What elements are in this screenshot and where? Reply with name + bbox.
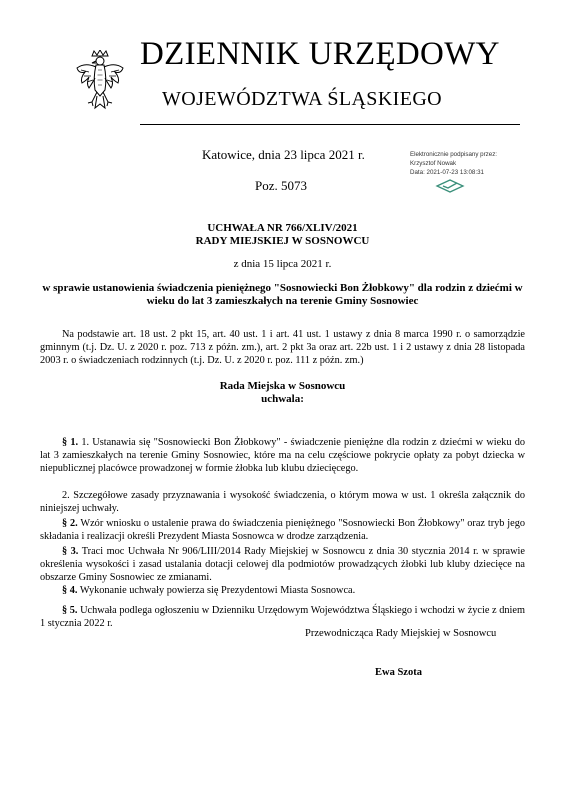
resolution-heading [40, 222, 525, 248]
paragraph-4 [40, 584, 525, 597]
paragraph-5-mark: § 5. [62, 605, 78, 616]
council-resolves: uchwala: [261, 393, 304, 405]
council-name: Rada Miejska w Sosnowcu [219, 380, 346, 392]
journal-subtitle: WOJEWÓDZTWA ŚLĄSKIEGO [162, 88, 443, 110]
paragraph-5-text: Uchwała podlega ogłoszeniu w Dzienniku Urzędowym Województwa Śląskiego i wchodzi w życie z dniem 1 stycznia 2022 r. [40, 605, 525, 630]
resolution-subject: w sprawie ustanowienia świadczenia pieniężnego "Sosnowiecki Bon Żłobkowy" dla rodzin z dziećmi w wieku do lat 3 zamieszkałych na terenie Gminy Sosnowiec [42, 282, 523, 307]
council-statement [40, 380, 525, 406]
signer-name: Krzysztof Nowak [410, 160, 457, 167]
resolution-date: z dnia 15 lipca 2021 r. [233, 258, 332, 270]
paragraph-1 [40, 436, 525, 476]
signature-date: Data: 2021-07-23 13:08:31 [410, 169, 484, 176]
paragraph-1-text: 1. Ustanawia się "Sosnowiecki Bon Żłobkowy" - świadczenie pieniężne dla rodzin z dziećmi w wieku do lat 3 zamieszkałych na terenie Gminy Sosnowiec, które ma na celu częściowe pokrycie opłaty za pobyt dziecka w niepublicznej placówce prowadzonej w formie żłobka lub klubu dziecięcego. [40, 437, 526, 475]
paragraph-5 [40, 604, 525, 630]
paragraph-2 [40, 517, 525, 543]
legal-basis: Na podstawie art. 18 ust. 2 pkt 15, art. 40 ust. 1 i art. 41 ust. 1 ustawy z dnia 8 marca 1990 r. o samorządzie gminnym (t.j. Dz. U. z 2020 r. poz. 713 z późn. zm.), art. 2 pkt 3a oraz art. 22b ust. 1 i 2 ustawy z dnia 28 listopada 2003 r. o świadczeniach rodzinnych (t.j. Dz. U. z 2020 r. poz. 111 z późn. zm.) [40, 329, 525, 367]
paragraph-3-text: Traci moc Uchwała Nr 906/LIII/2014 Rady Miejskiej w Sosnowcu z dnia 30 stycznia 2014 r. w sprawie określenia wysokości i zasad ustalania dotacji celowej dla podmiotów prowadzących żłobki lub kluby dziecięce na obszarze Gminy Sosnowiec ze zmianami. [40, 546, 525, 584]
paragraph-1-item-2: 2. Szczegółowe zasady przyznawania i wysokość świadczenia, o którym mowa w ust. 1 określa załącznik do niniejszej uchwały. [40, 490, 525, 515]
paragraph-4-mark: § 4. [62, 585, 78, 596]
resolution-body: RADY MIEJSKIEJ W SOSNOWCU [195, 235, 370, 247]
publication-place-date: Katowice, dnia 23 lipca 2021 r. [202, 147, 365, 162]
paragraph-2-mark: § 2. [62, 518, 78, 529]
paragraph-2-text: Wzór wniosku o ustalenie prawa do świadczenia pieniężnego "Sosnowiecki Bon Żłobkowy" oraz tryb jego składania i realizacji określi Prezydent Miasta Sosnowca w drodze zarządzenia. [40, 518, 525, 543]
polish-eagle-icon [75, 50, 125, 112]
paragraph-3 [40, 545, 525, 585]
journal-title: DZIENNIK URZĘDOWY [140, 36, 500, 72]
position-number: Poz. 5073 [255, 178, 307, 193]
resolution-number: UCHWAŁA NR 766/XLIV/2021 [207, 222, 358, 234]
paragraph-3-mark: § 3. [62, 546, 79, 557]
electronic-signature-block [410, 150, 520, 177]
header-divider [140, 124, 520, 125]
chair-name: Ewa Szota [375, 667, 422, 678]
signature-label: Elektronicznie podpisany przez: [410, 151, 498, 158]
chair-title: Przewodnicząca Rady Miejskiej w Sosnowcu [305, 628, 497, 639]
paragraph-1-mark: § 1. [62, 437, 79, 448]
paragraph-4-text: Wykonanie uchwały powierza się Prezydentowi Miasta Sosnowca. [77, 585, 356, 596]
signature-check-icon [435, 179, 465, 193]
